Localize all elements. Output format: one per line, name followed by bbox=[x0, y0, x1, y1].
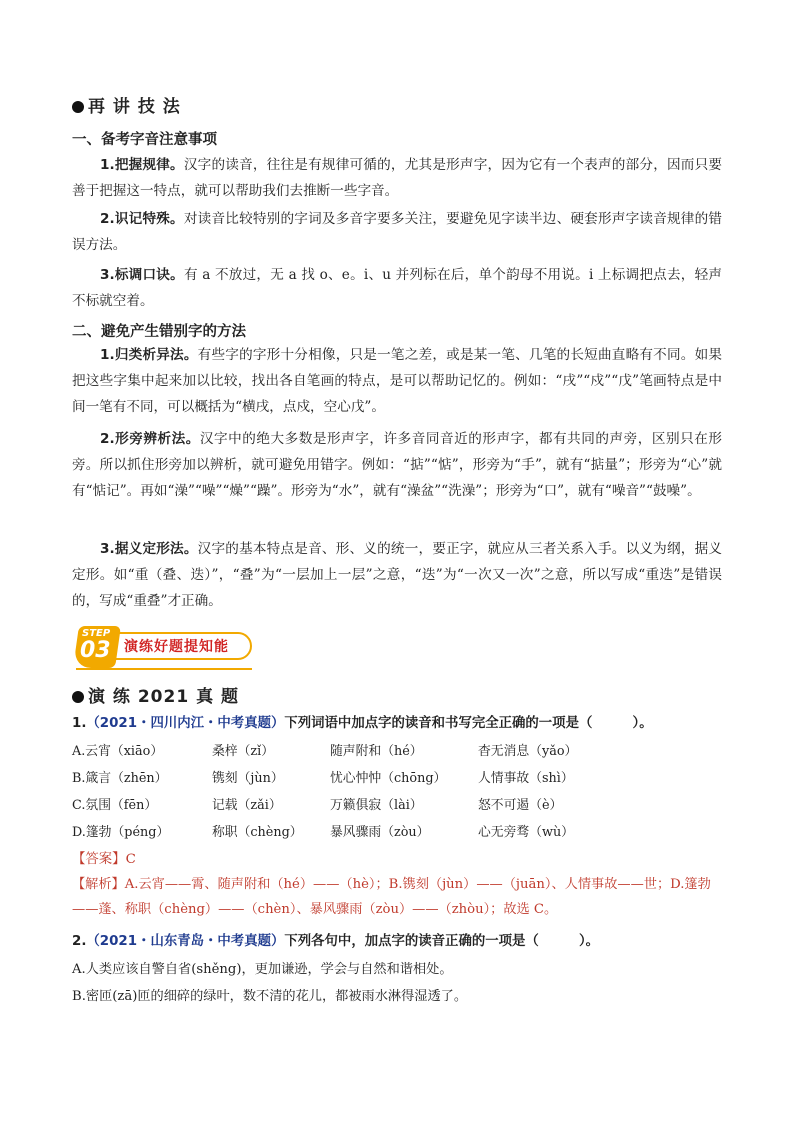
paragraph-rule-2: 2.识记特殊。对读音比较特别的字词及多音字要多关注，要避免见字读半边、硬套形声字读音规律的错误方法。 bbox=[72, 211, 723, 253]
question-2-stem: 2.（2021・山东青岛・中考真题）下列各句中，加点字的读音正确的一项是（ ）。 bbox=[72, 934, 600, 949]
question-2-option-a: A.人类应该自警自省(shěng)，更加谦逊，学会与自然和谐相处。 bbox=[72, 962, 453, 977]
bullet-dot-icon bbox=[72, 691, 84, 703]
section-title-techniques: 再 讲 技 法 bbox=[72, 92, 181, 117]
paragraph-rule-3: 3.标调口诀。有 a 不放过，无 a 找 o、e。i、u 并列标在后，单个韵母不用说。i 上标调把点去，轻声不标就空着。 bbox=[72, 267, 723, 309]
question-1-option-d: D.篷勃（péng） 称职（chèng） 暴风骤雨（zòu） 心无旁骛（wù） bbox=[72, 825, 574, 840]
step-underline bbox=[76, 668, 252, 670]
section-title-exercises: 演 练 2021 真 题 bbox=[72, 682, 239, 707]
paragraph-method-1: 1.归类析异法。有些字的字形十分相像，只是一笔之差，或是某一笔、几笔的长短曲直略有不同。如果把这些字集中起来加以比较，找出各自笔画的特点，是可以帮助记忆的。例如：“戌”“戍”“戊”笔画特点是中间一笔有不同，可以概括为“横戌，点戍，空心戊”。 bbox=[72, 347, 722, 415]
bullet-dot-icon bbox=[72, 101, 84, 113]
step-label: STEP bbox=[82, 628, 111, 639]
question-1-analysis: 【解析】A.云宵——霄、随声附和（hé）——（hè）；B.镌刻（jùn）——（juān）、人情事故——世；D.篷勃——蓬、称职（chèng）——（chèn）、暴风骤雨（zòu）——（zhòu）；故选 C。 bbox=[72, 877, 711, 917]
step-title: 演练好题提知能 bbox=[124, 639, 229, 655]
question-1-option-b: B.箴言（zhēn） 镌刻（jùn） 忧心忡忡（chōng） 人情事故（shì） bbox=[72, 771, 574, 786]
question-1-answer: 【答案】C bbox=[72, 852, 136, 867]
heading-typo-avoidance: 二、避免产生错别字的方法 bbox=[72, 324, 246, 340]
paragraph-method-2: 2.形旁辨析法。汉字中的绝大多数是形声字，许多音同音近的形声字，都有共同的声旁，区别只在形旁。所以抓住形旁加以辨析，就可避免用错字。例如：“掂”“惦”，形旁为“手”，就有“掂量”；形旁为“心”就有“惦记”。再如“澡”“噪”“燥”“躁”。形旁为“水”，就有“澡盆”“洗澡”；形旁为“口”，就有“噪音”“鼓噪”。 bbox=[72, 431, 722, 499]
step-number: 03 bbox=[80, 638, 111, 663]
question-1-option-c: C.氛围（fēn） 记载（zǎi） 万籁俱寂（lài） 怒不可遏（è） bbox=[72, 798, 563, 813]
question-1-stem: 1.（2021・四川内江・中考真题）下列词语中加点字的读音和书写完全正确的一项是（ ）。 bbox=[72, 716, 653, 731]
paragraph-method-3: 3.据义定形法。汉字的基本特点是音、形、义的统一，要正字，就应从三者关系入手。以义为纲，据义定形。如“重（叠、迭）”，“叠”为“一层加上一层”之意，“迭”为“一次又一次”之意，所以写成“重迭”是错误的，写成“重叠”才正确。 bbox=[72, 541, 722, 609]
step-banner bbox=[72, 626, 254, 670]
paragraph-rule-1: 1.把握规律。汉字的读音，往往是有规律可循的，尤其是形声字，因为它有一个表声的部分，因而只要善于把握这一特点，就可以帮助我们去推断一些字音。 bbox=[72, 157, 723, 199]
question-2-option-b: B.密匝(zā)匝的细碎的绿叶，数不清的花儿，都被雨水淋得湿透了。 bbox=[72, 989, 468, 1004]
heading-pronunciation-notes: 一、备考字音注意事项 bbox=[72, 132, 217, 148]
question-1-option-a: A.云宵（xiāo） 桑梓（zǐ） 随声附和（hé） 杳无消息（yǎo） bbox=[72, 744, 578, 759]
